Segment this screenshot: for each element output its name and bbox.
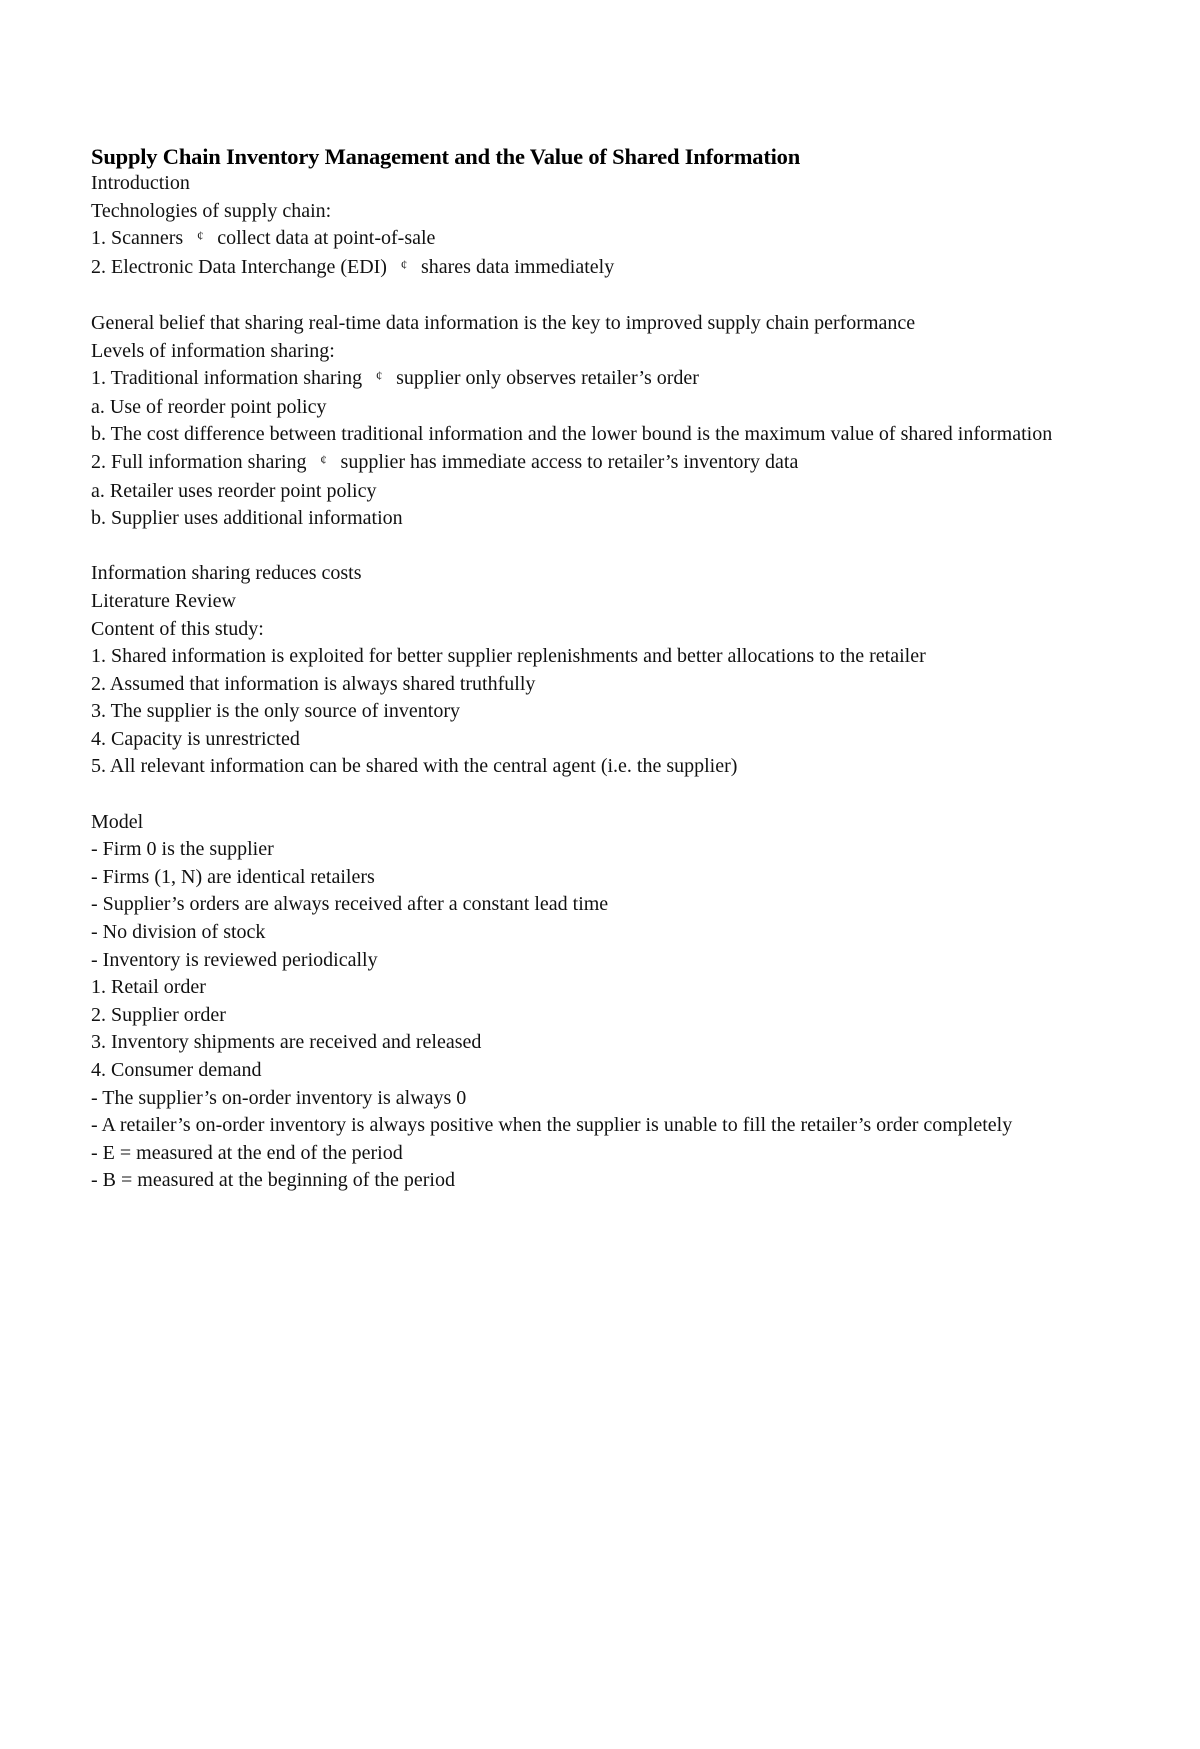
model-item: - Inventory is reviewed periodically (91, 948, 378, 971)
level-subitem: a. Retailer uses reorder point policy (91, 479, 377, 502)
model-item: - Firms (1, N) are identical retailers (91, 865, 375, 888)
spacer (91, 781, 1121, 809)
levels-heading: Levels of information sharing: (91, 339, 335, 362)
model-item: - The supplier’s on-order inventory is always 0 (91, 1086, 467, 1109)
model-item: 4. Consumer demand (91, 1059, 262, 1081)
technology-description: collect data at point-of-sale (217, 227, 436, 250)
model-item: - E = measured at the end of the period (91, 1141, 403, 1164)
technology-name: 2. Electronic Data Interchange (EDI) (91, 255, 387, 278)
model-heading: Model (91, 810, 144, 833)
level-item (91, 449, 1121, 478)
model-item: - B = measured at the beginning of the period (91, 1169, 455, 1192)
model-item: 1. Retail order (91, 976, 206, 999)
technology-name: 1. Scanners (91, 227, 184, 250)
level-subitem: b. The cost difference between traditional information and the lower bound is the maximum value of shared information (91, 423, 1053, 446)
model-item: - A retailer’s on-order inventory is always positive when the supplier is unable to fill the retailer’s order completely (91, 1114, 1013, 1137)
literature-review-heading: Literature Review (91, 589, 236, 612)
spacer (91, 533, 1121, 561)
arrow-icon: ¢ (400, 256, 408, 272)
technology-item (91, 254, 1121, 283)
arrow-icon: ¢ (196, 228, 204, 244)
study-item: 2. Assumed that information is always shared truthfully (91, 672, 536, 695)
reduces-costs-text: Information sharing reduces costs (91, 562, 362, 585)
model-item: - No division of stock (91, 921, 266, 944)
model-item: - Firm 0 is the supplier (91, 838, 274, 861)
spacer (91, 282, 1121, 310)
study-item: 5. All relevant information can be shared with the central agent (i.e. the supplier) (91, 755, 738, 778)
level-description: supplier has immediate access to retailer’s inventory data (340, 450, 799, 473)
level-name: 2. Full information sharing (91, 450, 307, 473)
general-belief-text: General belief that sharing real-time data information is the key to improved supply chain performance (91, 311, 916, 334)
study-item: 3. The supplier is the only source of inventory (91, 700, 461, 723)
technology-description: shares data immediately (420, 255, 615, 278)
study-item: 4. Capacity is unrestricted (91, 727, 300, 750)
document-body (91, 140, 1121, 1195)
study-item: 1. Shared information is exploited for better supplier replenishments and better allocations to the retailer (91, 645, 926, 668)
model-item: - Supplier’s orders are always received after a constant lead time (91, 893, 609, 916)
arrow-icon: ¢ (375, 368, 383, 384)
model-item: 2. Supplier order (91, 1003, 226, 1026)
level-name: 1. Traditional information sharing (91, 367, 363, 390)
study-content-heading: Content of this study: (91, 617, 264, 640)
level-item (91, 365, 1121, 394)
level-subitem: b. Supplier uses additional information (91, 507, 403, 530)
technologies-heading: Technologies of supply chain: (91, 199, 332, 222)
document-title: Supply Chain Inventory Management and the Value of Shared Information (91, 144, 801, 169)
model-item: 3. Inventory shipments are received and released (91, 1031, 482, 1054)
level-description: supplier only observes retailer’s order (396, 367, 699, 390)
intro-heading: Introduction (91, 172, 190, 194)
level-subitem: a. Use of reorder point policy (91, 395, 327, 418)
technology-item (91, 225, 1121, 254)
arrow-icon: ¢ (320, 451, 327, 467)
